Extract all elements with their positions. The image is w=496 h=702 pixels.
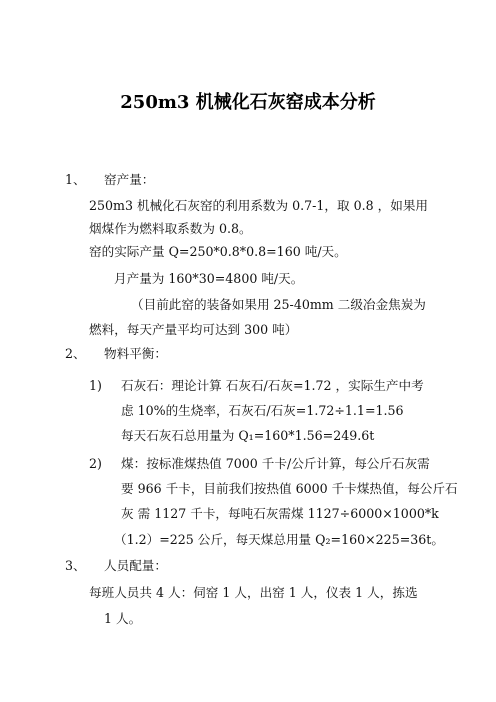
paragraph-line: （目前此窑的装备如果用 25-40mm 二级冶金焦炭为 [131, 297, 426, 312]
paragraph-line: 月产量为 160*30=4800 吨/天。 [114, 271, 304, 286]
paragraph-line: 燃料，每天产量平均可达到 300 吨） [89, 322, 298, 337]
section-heading: 窑产量： [104, 172, 155, 187]
paragraph-line: 每班人员共 4 人：伺窑 1 人，出窑 1 人，仪表 1 人，拣选 [89, 585, 418, 600]
page-title: 250m3 机械化石灰窑成本分析 [120, 92, 376, 113]
item-number: 1) [89, 378, 102, 393]
paragraph-line: 每天石灰石总用量为 Q₁=160*1.56=249.6t [121, 428, 375, 443]
paragraph-line: 石灰石：理论计算 石灰石/石灰=1.72 ，实际生产中考 [121, 378, 424, 393]
paragraph-line: 煤：按标准煤热值 7000 千卡/公斤计算，每公斤石灰需 [121, 456, 430, 471]
paragraph-line: 灰 需 1127 千卡，每吨石灰需煤 1127÷6000×1000*k [121, 506, 439, 521]
section-number: 1、 [65, 172, 86, 187]
paragraph-line: 窑的实际产量 Q=250*0.8*0.8=160 吨/天。 [89, 244, 347, 259]
paragraph-line: 烟煤作为燃料取系数为 0.8。 [89, 221, 252, 236]
section-number: 2、 [65, 346, 86, 361]
paragraph-line: （1.2）=225 公斤，每天煤总用量 Q₂=160×225=36t。 [114, 532, 444, 547]
section-number: 3、 [65, 558, 86, 573]
paragraph-line: 要 966 千卡，目前我们按热值 6000 千卡煤热值，每公斤石 [121, 481, 458, 496]
item-number: 2) [89, 456, 102, 471]
section-heading: 物料平衡： [104, 346, 167, 361]
section-heading: 人员配量： [104, 558, 167, 573]
paragraph-line: 1 人。 [104, 611, 142, 626]
paragraph-line: 虑 10%的生烧率，石灰石/石灰=1.72÷1.1=1.56 [121, 403, 404, 418]
paragraph-line: 250m3 机械化石灰窑的利用系数为 0.7-1，取 0.8 ，如果用 [89, 198, 429, 213]
